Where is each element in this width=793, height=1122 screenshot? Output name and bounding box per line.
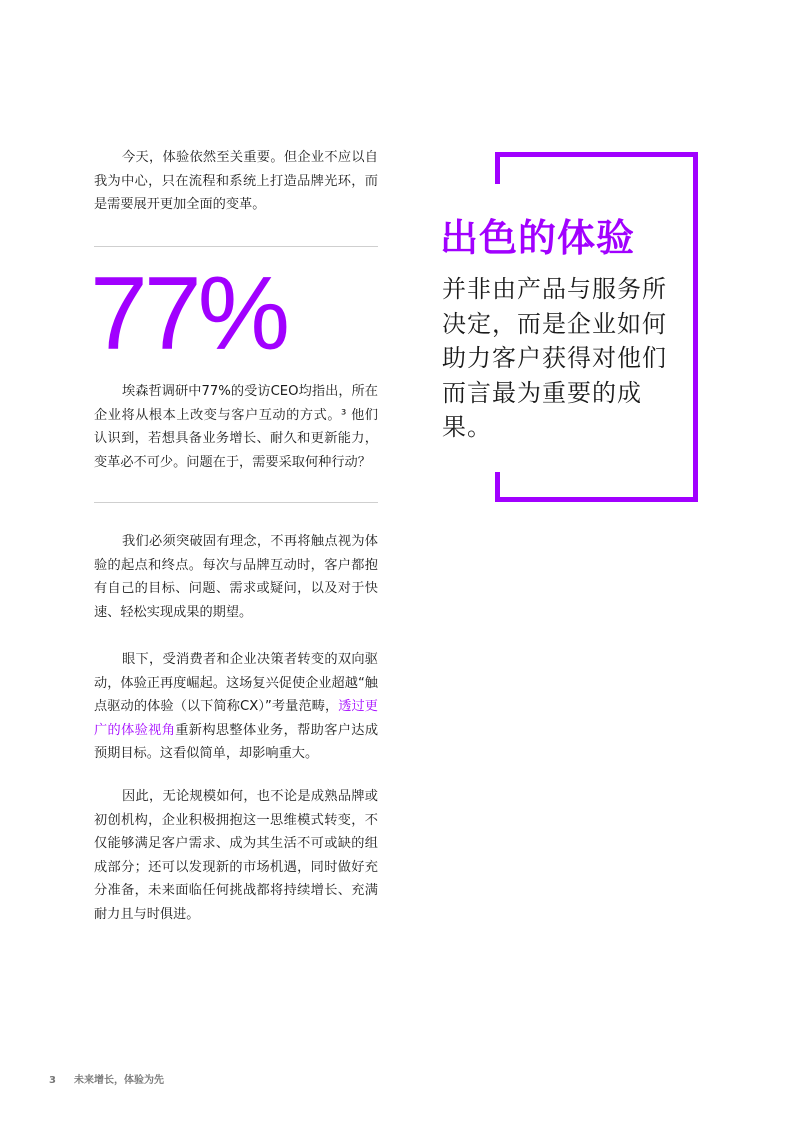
frame-top [495, 152, 698, 157]
body-paragraph-3: 因此，无论规模如何，也不论是成熟品牌或初创机构，企业积极拥抱这一思维模式转变，不仅能够满足客户需求、成为其生活不可或缺的组成部分；还可以发现新的市场机遇，同时做好充分准备，未来面临任何挑战都将持续增长、充满耐力且与时俱进。 [94, 789, 378, 922]
experience-link[interactable]: 透过更广的体验视角 [94, 699, 378, 738]
stat-paragraph: 埃森哲调研中77%的受访CEO均指出，所在企业将从根本上改变与客户互动的方式。³ 他们认识到，若想具备业务增长、耐久和更新能力，变革必不可少。问题在于，需要采取何种行动？ [94, 384, 378, 470]
divider [94, 246, 378, 247]
page-number: 3 [49, 1075, 56, 1086]
divider [94, 502, 378, 503]
frame-bottom [495, 497, 698, 502]
frame-left-bottom [495, 472, 500, 502]
stat-value: 77% [90, 256, 287, 372]
frame-left-top [495, 152, 500, 184]
page-footer [49, 1071, 164, 1086]
callout-title: 出色的体验 [440, 216, 636, 260]
paragraph-text: 重新构思整体业务，帮助客户达成预期目标。这看似简单，却影响重大。 [94, 722, 379, 761]
footer-title: 未来增长，体验为先 [73, 1075, 164, 1086]
paragraph-text: 眼下，受消费者和企业决策者转变的双向驱动，体验正再度崛起。这场复兴促使企业超越“触点驱动的体验（以下简称CX）”考量范畴， [94, 652, 378, 714]
intro-paragraph: 今天，体验依然至关重要。但企业不应以自我为中心，只在流程和系统上打造品牌光环，而是需要展开更加全面的变革。 [94, 150, 378, 212]
callout-body: 并非由产品与服务所决定，而是企业如何助力客户获得对他们而言最为重要的成果。 [442, 275, 667, 441]
body-paragraph-2 [94, 648, 378, 766]
frame-right [693, 152, 698, 502]
body-paragraph-1: 我们必须突破固有理念，不再将触点视为体验的起点和终点。每次与品牌互动时，客户都抱有自己的目标、问题、需求或疑问，以及对于快速、轻松实现成果的期望。 [94, 534, 378, 620]
